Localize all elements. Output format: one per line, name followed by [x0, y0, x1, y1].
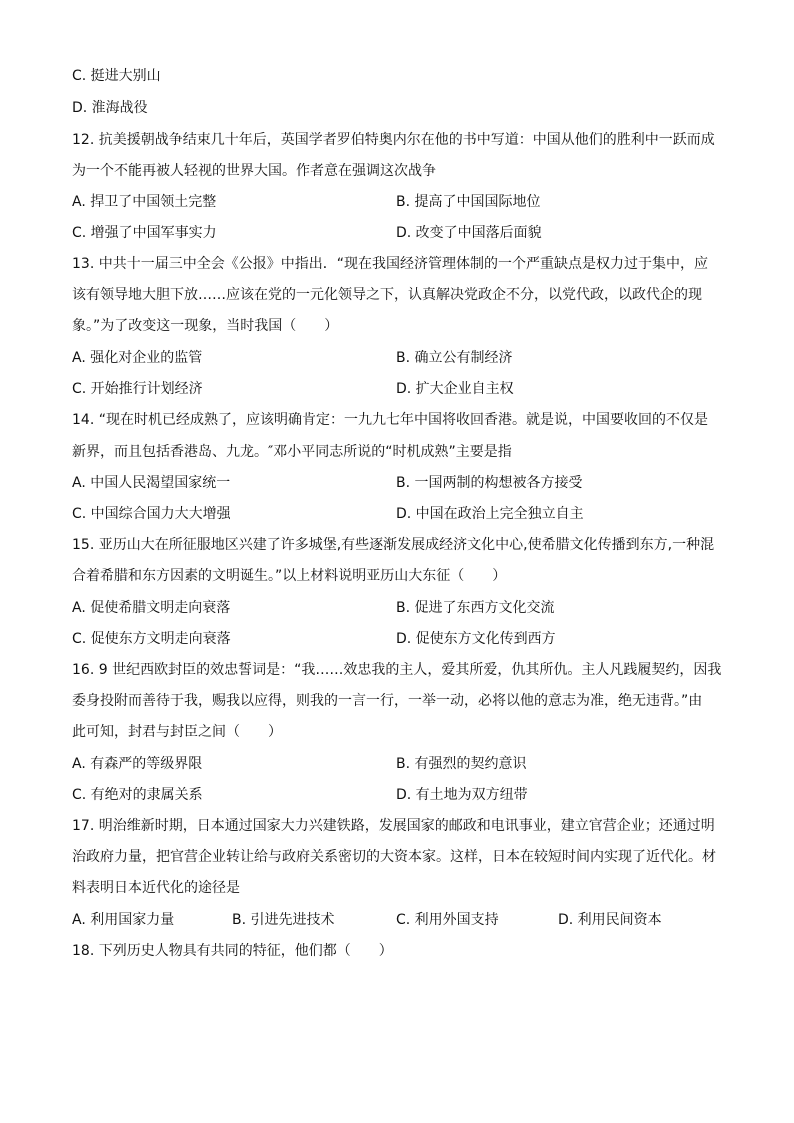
q17-stem-line-1: 17. 明治维新时期，日本通过国家大力兴建铁路，发展国家的邮政和电讯事业，建立官营企业；还通过明 — [72, 818, 715, 834]
q12-option-c: C. 增强了中国军事实力 — [72, 225, 217, 241]
q15-option-b: B. 促进了东西方文化交流 — [396, 600, 555, 616]
q14-stem-line-1: 14. “现在时机已经成熟了，应该明确肯定：一九九七年中国将收回香港。就是说，中国要收回的不仅是 — [72, 412, 708, 428]
q11-option-d: D. 淮海战役 — [72, 100, 148, 116]
q11-option-c: C. 挺进大别山 — [72, 68, 161, 84]
q15-stem-line-2: 合着希腊和东方因素的文明诞生。”以上材料说明亚历山大东征（ ） — [72, 568, 507, 584]
q14-stem-line-2: 新界，而且包括香港岛、九龙。″邓小平同志所说的“时机成熟”主要是指 — [72, 444, 512, 460]
q16-stem-line-3: 此可知，封君与封臣之间（ ） — [72, 724, 282, 740]
q16-option-b: B. 有强烈的契约意识 — [396, 756, 527, 772]
q13-option-b: B. 确立公有制经济 — [396, 350, 513, 366]
q15-option-d: D. 促使东方文化传到西方 — [396, 631, 556, 647]
q15-stem-line-1: 15. 亚历山大在所征服地区兴建了许多城堡,有些逐渐发展成经济文化中心,使希腊文化传播到东方,一种混 — [72, 537, 715, 553]
q15-option-a: A. 促使希腊文明走向衰落 — [72, 600, 231, 616]
q17-option-b: B. 引进先进技术 — [232, 912, 335, 928]
q13-option-c: C. 开始推行计划经济 — [72, 381, 203, 397]
q17-stem-line-3: 料表明日本近代化的途径是 — [72, 880, 240, 896]
q16-option-a: A. 有森严的等级界限 — [72, 756, 203, 772]
q12-option-a: A. 捍卫了中国领土完整 — [72, 194, 217, 210]
q17-option-c: C. 利用外国支持 — [396, 912, 499, 928]
q12-stem-line-2: 为一个不能再被人轻视的世界大国。作者意在强调这次战争 — [72, 163, 436, 179]
q12-stem-line-1: 12. 抗美援朝战争结束几十年后，英国学者罗伯特奥内尔在他的书中写道：中国从他们的胜利中一跃而成 — [72, 132, 715, 148]
q18-stem-line-1: 18. 下列历史人物具有共同的特征，他们都（ ） — [72, 943, 393, 959]
q13-option-d: D. 扩大企业自主权 — [396, 381, 514, 397]
q17-stem-line-2: 治政府力量，把官营企业转让给与政府关系密切的大资本家。这样，日本在较短时间内实现了近代化。材 — [72, 849, 716, 865]
q15-option-c: C. 促使东方文明走向衰落 — [72, 631, 231, 647]
q14-option-b: B. 一国两制的构想被各方接受 — [396, 475, 583, 491]
q16-option-c: C. 有绝对的隶属关系 — [72, 787, 203, 803]
q13-option-a: A. 强化对企业的监管 — [72, 350, 203, 366]
q14-option-c: C. 中国综合国力大大增强 — [72, 506, 231, 522]
q16-stem-line-1: 16. 9 世纪西欧封臣的效忠誓词是：“我……效忠我的主人，爱其所爱，仇其所仇。主人凡践履契约，因我 — [72, 662, 722, 678]
q13-stem-line-1: 13. 中共十一届三中全会《公报》中指出．“现在我国经济管理体制的一个严重缺点是权力过于集中，应 — [72, 256, 708, 272]
q14-option-a: A. 中国人民渴望国家统一 — [72, 475, 231, 491]
q17-option-d: D. 利用民间资本 — [558, 912, 662, 928]
q12-option-d: D. 改变了中国落后面貌 — [396, 225, 542, 241]
q12-option-b: B. 提高了中国国际地位 — [396, 194, 541, 210]
q16-stem-line-2: 委身投附而善待于我，赐我以应得，则我的一言一行，一举一动，必将以他的意志为准，绝无违背。”由 — [72, 693, 703, 709]
q17-option-a: A. 利用国家力量 — [72, 912, 175, 928]
q14-option-d: D. 中国在政治上完全独立自主 — [396, 506, 584, 522]
q13-stem-line-3: 象。”为了改变这一现象，当时我国（ ） — [72, 318, 339, 334]
q16-option-d: D. 有土地为双方纽带 — [396, 787, 528, 803]
q13-stem-line-2: 该有领导地大胆下放……应该在党的一元化领导之下，认真解决党政企不分，以党代政，以政代企的现 — [72, 287, 702, 303]
